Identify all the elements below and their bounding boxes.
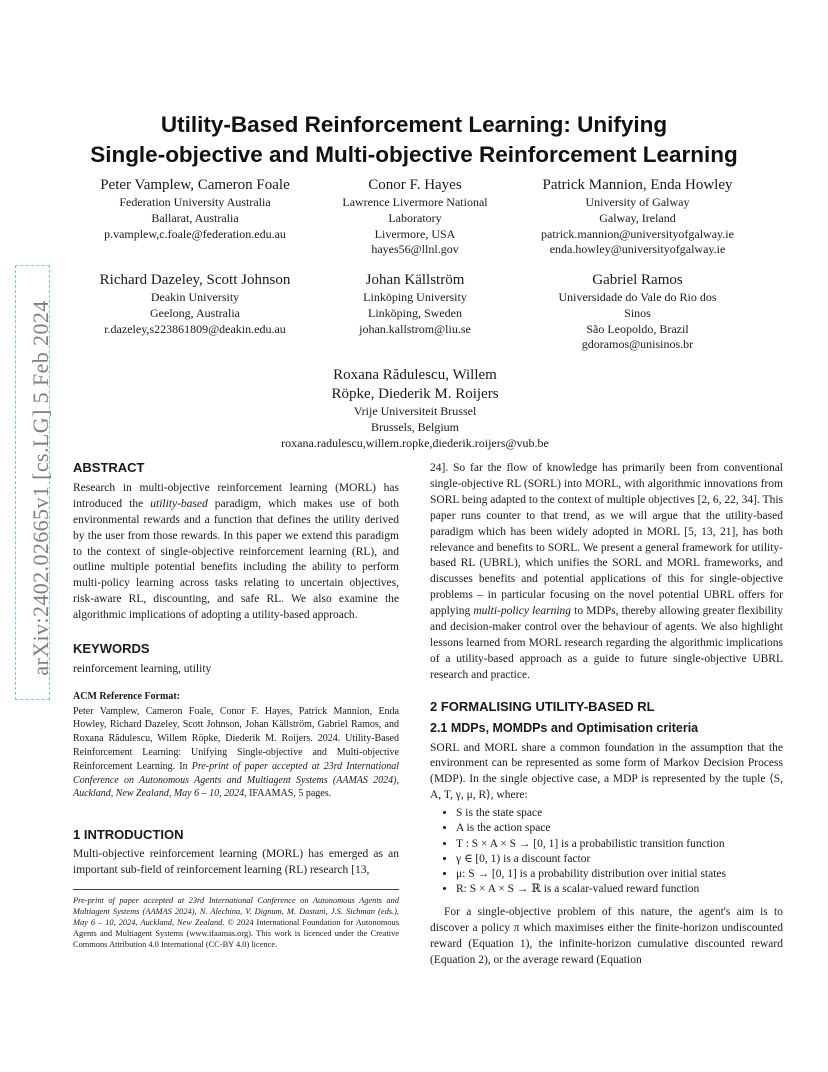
affiliation-line: Laboratory [388, 210, 442, 225]
mdp-tuple-list [430, 806, 783, 897]
affiliation-line: University of Galway [585, 195, 690, 209]
affiliation-line: Sinos [624, 305, 651, 320]
author-name: Patrick Mannion, Enda Howley [542, 177, 733, 193]
author-block-galway [515, 176, 760, 258]
list-item: • T : S × A × S → [0, 1] is a probabilistic transition function [456, 837, 783, 852]
affiliation-line: Federation University Australia [119, 195, 271, 209]
author-email[interactable]: roxana.radulescu,willem.ropke,diederik.roijers@vub.be [281, 435, 549, 450]
author-name: Röpke, Diederik M. Roijers [331, 386, 499, 402]
affiliation-line: Vrije Universiteit Brussel [353, 404, 477, 418]
affiliation-line: São Leopoldo, Brazil [586, 321, 689, 336]
list-item: • γ ∈ [0, 1) is a discount factor [456, 852, 783, 867]
author-block-llnl [315, 176, 515, 258]
author-block-vub [240, 366, 590, 451]
mdp-paragraph: SORL and MORL share a common foundation in the assumption that the environment can be represented as some form of Markov Decision Process (MDP). In the single objective case, a MDP is represented by the tuple ⟨S, A, T, γ, μ, R⟩, where: [430, 741, 783, 802]
author-name: Johan Källström [365, 272, 465, 288]
author-email[interactable]: r.dazeley,s223861809@deakin.edu.au [104, 321, 286, 336]
section-2-heading: 2 FORMALISING UTILITY-BASED RL [430, 698, 655, 714]
abstract-heading: ABSTRACT [73, 460, 145, 475]
introduction-text: Multi-objective reinforcement learning (MORL) has emerged as an important sub-field of reinforcement learning (RL) research [13, [73, 848, 399, 877]
author-name: Richard Dazeley, Scott Johnson [99, 272, 291, 288]
footnote: Pre-print of paper accepted at 23rd International Conference on Autonomous Agents and Multiagent Systems (AAMAS 2024), N. Alechina, V. Dignum, M. Dastani, J.S. Sichman (eds.), May 6 – 10, 2024, Auckland, New Zealand. © 2024 International Foundation for Autonomous Agents and Multiagent Systems (www.ifaamas.org). This work is licenced under the Creative Commons Attribution 4.0 International (CC-BY 4.0) licence. [73, 896, 399, 950]
affiliation-line: Universidade do Vale do Rio dos [558, 290, 717, 304]
author-name: Roxana Rădulescu, Willem [333, 367, 497, 383]
affiliation-line: Geelong, Australia [150, 305, 240, 320]
left-column [73, 460, 399, 879]
affiliation-line: Linköping, Sweden [368, 305, 462, 320]
author-email[interactable]: johan.kallstrom@liu.se [359, 321, 471, 336]
author-block-federation [70, 176, 320, 242]
list-item: • R: S × A × S → ℝ is a scalar-valued reward function [456, 882, 783, 897]
introduction-heading: 1 INTRODUCTION [73, 827, 184, 843]
keywords-text: reinforcement learning, utility [73, 662, 212, 675]
author-email[interactable]: hayes56@llnl.gov [371, 242, 459, 257]
author-email[interactable]: patrick.mannion@universityofgalway.ie [541, 226, 734, 241]
list-item: • S is the state space [456, 806, 783, 821]
list-item: • A is the action space [456, 821, 783, 836]
list-item: • μ: S → [0, 1] is a probability distribution over initial states [456, 867, 783, 882]
right-column [430, 461, 783, 969]
affiliation-line: Livermore, USA [374, 226, 456, 241]
affiliation-line: Galway, Ireland [599, 210, 676, 225]
keywords-heading: KEYWORDS [73, 641, 150, 657]
author-block-unisinos [515, 271, 760, 353]
author-email[interactable]: p.vamplew,c.foale@federation.edu.au [104, 226, 286, 241]
author-block-deakin [70, 271, 320, 337]
title-line-1: Utility-Based Reinforcement Learning: Unifying [160, 112, 668, 137]
author-email[interactable]: gdoramos@unisinos.br [581, 337, 694, 352]
acm-reference-text: Peter Vamplew, Cameron Foale, Conor F. Hayes, Patrick Mannion, Enda Howley, Richard Dazeley, Scott Johnson, Johan Källström, Gabriel Ramos, and Roxana Rădulescu, Willem Röpke, Diederik M. Roijers. 2024. Utility-Based Reinforcement Learning: Unifying Single-objective and Multi-objective Reinforcement Learning. In Pre-print of paper accepted at 23rd International Conference on Autonomous Agents and Multiagent Systems (AAMAS 2024), Auckland, New Zealand, May 6 – 10, 2024, IFAAMAS, 5 pages. [73, 705, 400, 800]
author-name: Gabriel Ramos [592, 272, 683, 288]
footnote-divider [73, 889, 399, 890]
affiliation-line: Linköping University [363, 290, 467, 304]
abstract-text: Research in multi-objective reinforcement learning (MORL) has introduced the utility-based paradigm, which makes use of both environmental rewards and a function that defines the utility derived by the user from those rewards. In this paper we extend this paradigm to the context of single-objective reinforcement learning (RL), and outline multiple potential benefits including the ability to perform multi-policy learning across tasks relating to uncertain objectives, risk-aware RL, discounting, and safe RL. We also examine the algorithmic implications of adopting a utility-based approach. [73, 481, 399, 622]
title-line-2: Single-objective and Multi-objective Reinforcement Learning [90, 142, 738, 167]
author-name: Peter Vamplew, Cameron Foale [100, 177, 290, 193]
author-name: Conor F. Hayes [368, 177, 462, 193]
intro-continuation: 24]. So far the flow of knowledge has primarily been from conventional single-objective RL (SORL) into MORL, with algorithmic innovations from SORL being adapted to the context of multiple objectives [2, 6, 22, 34]. This paper runs counter to that trend, as we will argue that the utility-based paradigm which has been widely adopted in MORL [5, 13, 21], has both relevance and benefits to SORL. We present a general framework for utility-based RL (UBRL), which unifies the SORL and MORL frameworks, and discusses benefits and potential applications of this for single-objective problems – in particular focusing on the novel potential UBRL offers for applying multi-policy learning to MDPs, thereby allowing greater flexibility and decision-maker control over the behaviour of agents. We also highlight lessons learned from MORL research regarding the algorithmic implications of a utility-based approach as a guide to future single-objective UBRL research and practice. [430, 462, 783, 681]
affiliation-line: Ballarat, Australia [151, 210, 239, 225]
subsection-2-1-heading: 2.1 MDPs, MOMDPs and Optimisation criteria [430, 720, 699, 735]
affiliation-line: Brussels, Belgium [370, 419, 459, 434]
affiliation-line: Lawrence Livermore National [342, 195, 488, 209]
arxiv-stamp[interactable]: arXiv:2402.02665v1 [cs.LG] 5 Feb 2024 [28, 300, 53, 676]
policy-paragraph: For a single-objective problem of this nature, the agent's aim is to discover a policy π which maximises either the finite-horizon undiscounted reward (Equation 1), the infinite-horizon cumulative discounted reward (Equation 2), or the average reward (Equation [430, 906, 783, 967]
affiliation-line: Deakin University [150, 290, 240, 304]
paper-title [40, 110, 788, 170]
acm-reference-heading: ACM Reference Format: [73, 690, 180, 702]
author-block-linkoping [315, 271, 515, 337]
author-email[interactable]: enda.howley@universityofgalway.ie [549, 242, 726, 257]
